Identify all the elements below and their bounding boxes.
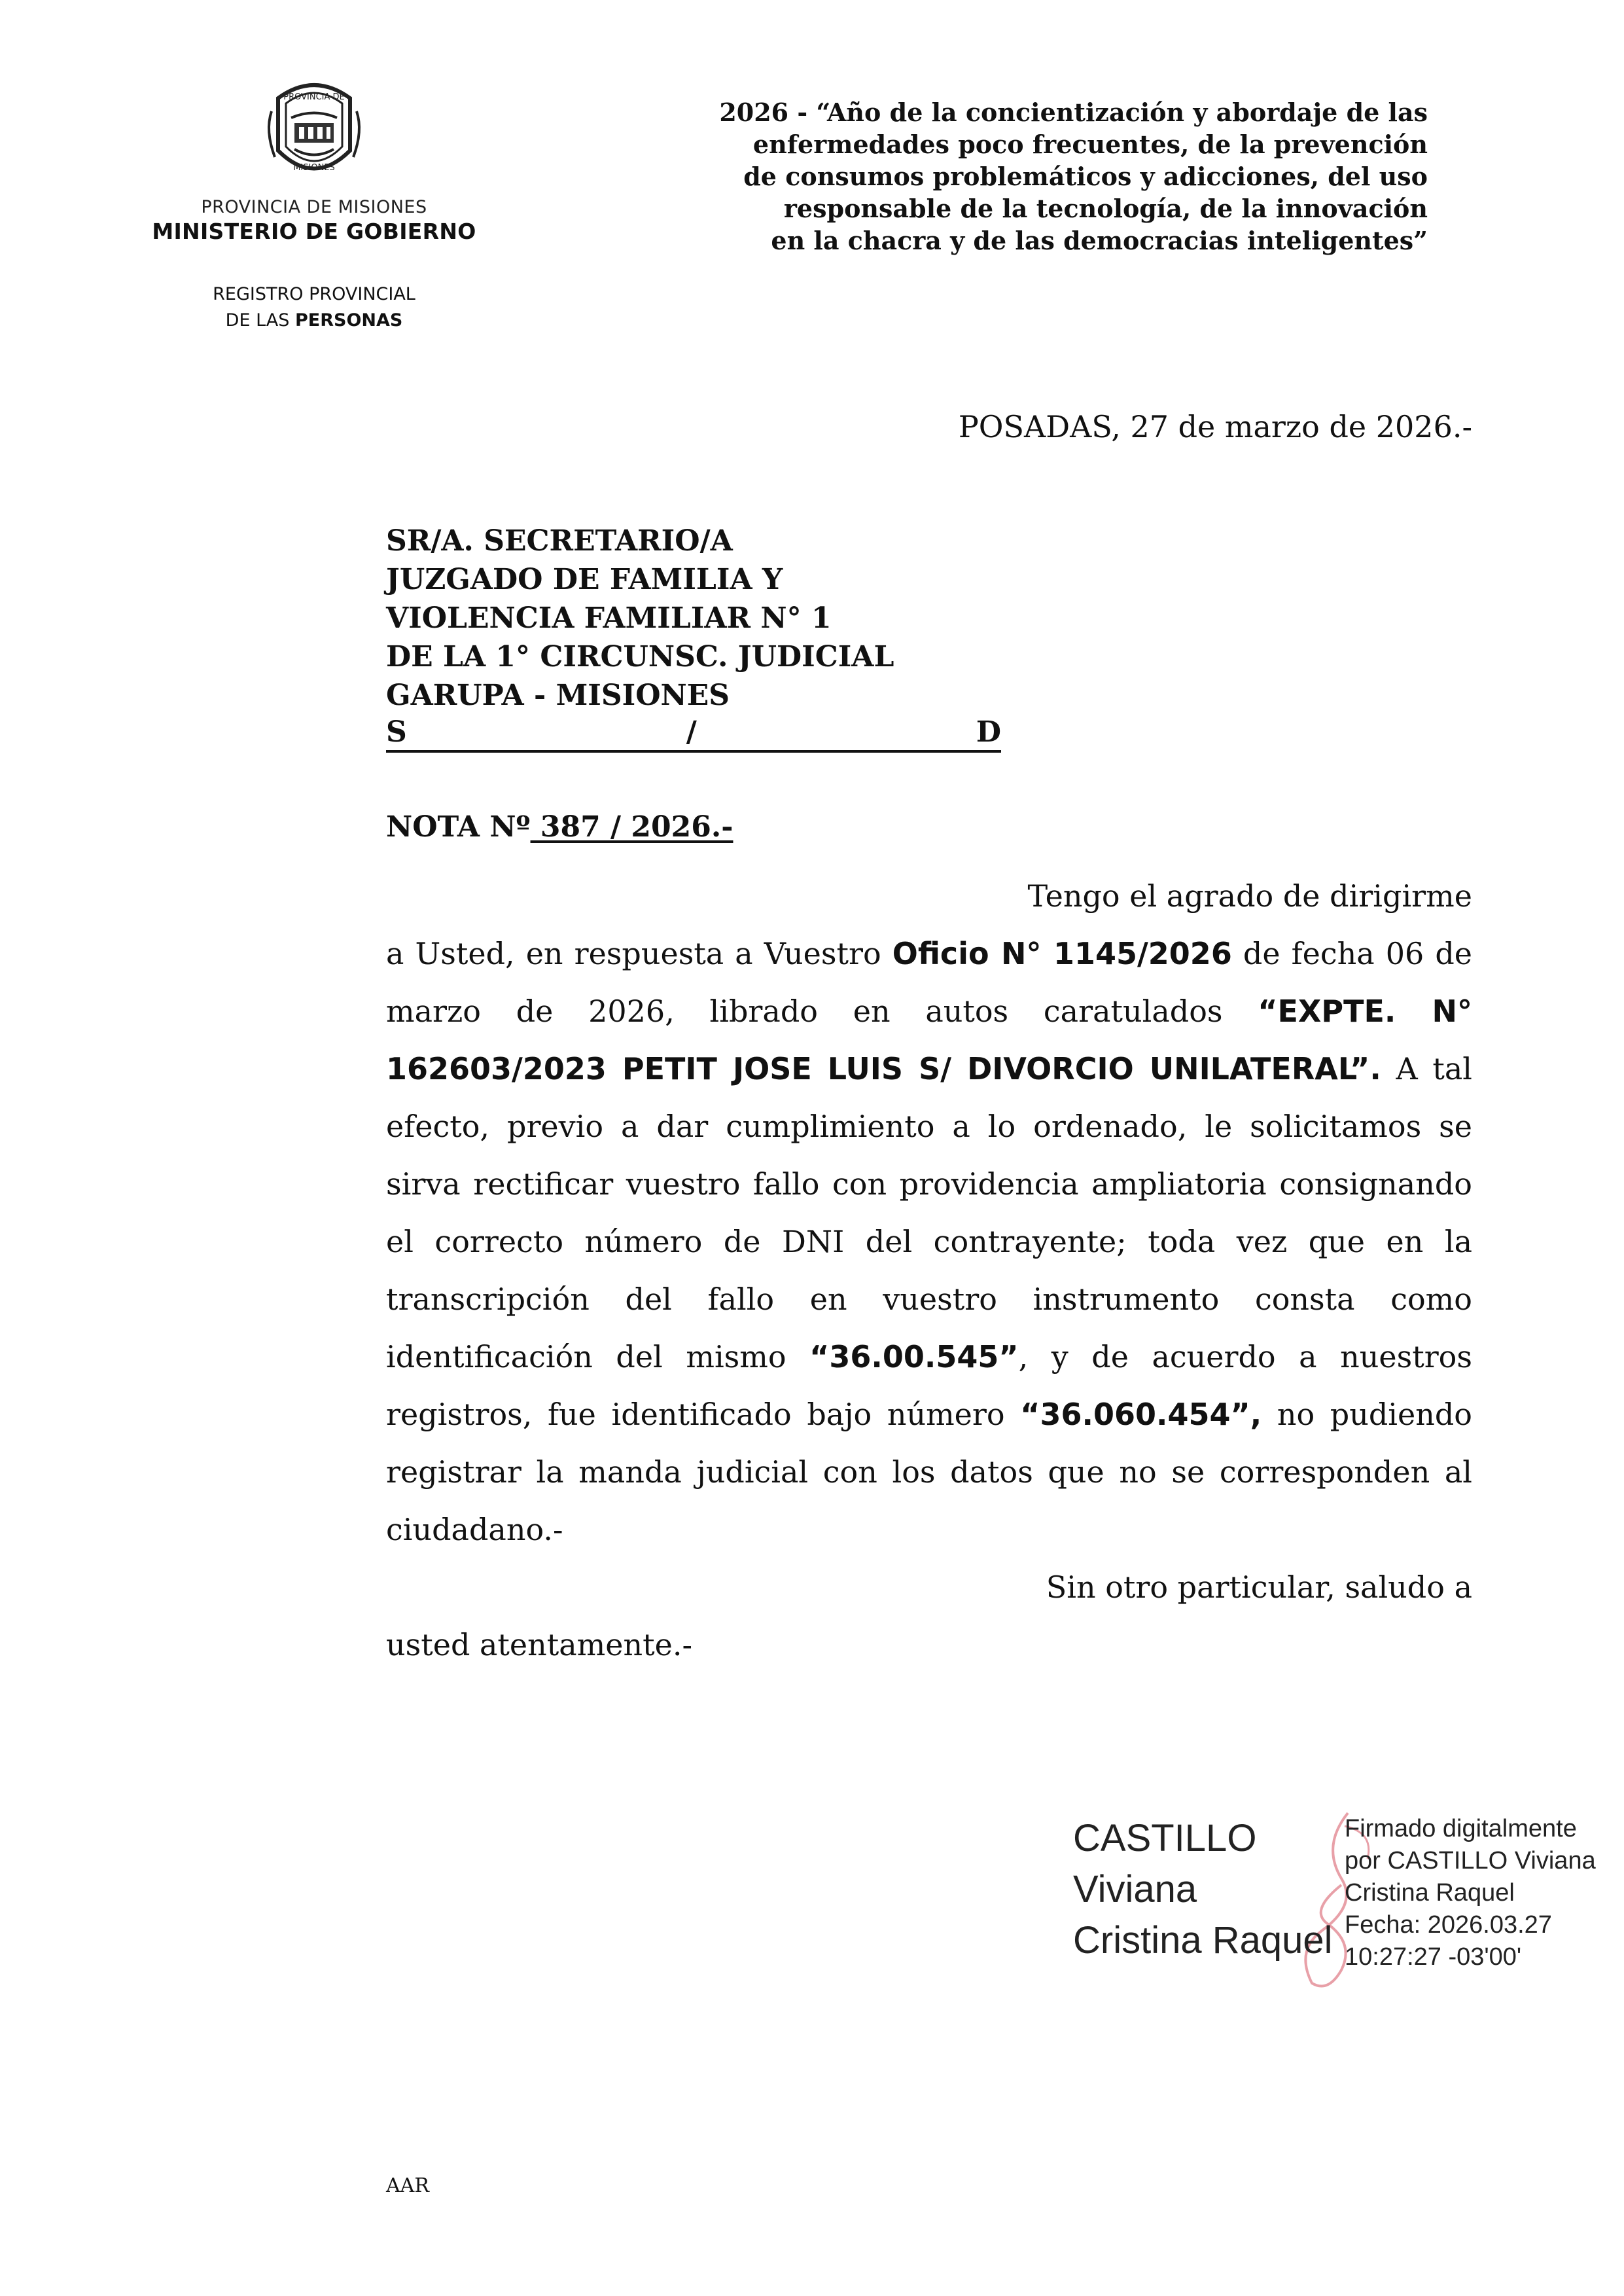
- sd-s: S: [386, 715, 407, 749]
- signer-name-line: Viviana: [1073, 1868, 1197, 1910]
- seal-text-top: PROVINCIA DE: [283, 92, 345, 102]
- oficio-reference: Oficio N° 1145/2026: [892, 936, 1232, 971]
- signature-detail-line: Cristina Raquel: [1345, 1879, 1515, 1907]
- author-initials: AAR: [386, 2174, 429, 2197]
- registry-line-1: REGISTRO PROVINCIAL: [213, 284, 415, 304]
- signature-detail-line: por CASTILLO Viviana: [1345, 1847, 1596, 1874]
- closing-line-1: Sin otro particular, saludo a: [1046, 1570, 1472, 1605]
- registry-line-2-bold: PERSONAS: [294, 310, 403, 331]
- body-text-c: de fecha 06 de marzo de 2026, librado en autos caratulados: [386, 936, 1472, 1029]
- correct-dni: “36.060.454”,: [1020, 1397, 1262, 1432]
- province-name: PROVINCIA DE MISIONES: [201, 197, 427, 217]
- note-label: NOTA Nº: [386, 810, 531, 844]
- wrong-dni: “36.00.545”: [809, 1339, 1019, 1374]
- note-number: [386, 810, 733, 844]
- motto-line: de consumos problemáticos y adicciones, del uso: [743, 162, 1428, 191]
- note-number-value: 387 / 2026.-: [530, 810, 733, 844]
- signature-detail-line: Firmado digitalmente: [1345, 1815, 1577, 1842]
- signature-details: [1345, 1813, 1624, 1973]
- ministry-logo: [150, 72, 478, 244]
- body-text-e: A tal efecto, previo a dar cumplimiento a lo ordenado, le solicitamos se sirva rectificar vuestro fallo con providencia ampliatoria consignando el correcto número de DNI del contrayente; toda vez que en la transcripción del fallo en vuestro instrumento consta como identificación del mismo: [386, 1051, 1472, 1374]
- addressee-line: GARUPA - MISIONES: [386, 679, 730, 712]
- sd-slash: /: [686, 715, 697, 749]
- registry-name: [183, 281, 445, 334]
- province-seal-icon: [258, 72, 370, 187]
- sd-line: [386, 715, 1001, 753]
- signature-detail-line: Fecha: 2026.03.27: [1345, 1911, 1552, 1939]
- case-title: “EXPTE. N° 162603/2023 PETIT JOSE LUIS S/ DIVORCIO UNILATERAL”.: [386, 994, 1472, 1086]
- year-motto: [643, 96, 1428, 257]
- motto-line: enfermedades poco frecuentes, de la prevención: [752, 130, 1428, 159]
- signer-name-line: CASTILLO: [1073, 1817, 1257, 1859]
- seal-text-bottom: MISIONES: [293, 163, 335, 173]
- signer-name-line: Cristina Raquel: [1073, 1919, 1333, 1962]
- body-paragraph: [386, 925, 1472, 1558]
- signer-name: [1073, 1813, 1348, 1966]
- date-line: POSADAS, 27 de marzo de 2026.-: [958, 409, 1472, 444]
- addressee-line: JUZGADO DE FAMILIA Y: [386, 563, 783, 596]
- motto-line: en la chacra y de las democracias inteligentes”: [771, 226, 1428, 255]
- body-text-i: no pudiendo registrar la manda judicial con los datos que no se corresponden al ciudadano.-: [386, 1397, 1472, 1547]
- sd-d: D: [976, 715, 1001, 749]
- body-opening: Tengo el agrado de dirigirme: [1027, 878, 1472, 914]
- signature-detail-line: 10:27:27 -03'00': [1345, 1943, 1522, 1971]
- body-text-g: , y de acuerdo a nuestros registros, fue identificado bajo número: [386, 1339, 1472, 1432]
- addressee-block: [386, 522, 1001, 753]
- body-text-a: a Usted, en respuesta a Vuestro: [386, 936, 892, 971]
- ministry-name: MINISTERIO DE GOBIERNO: [152, 219, 476, 244]
- registry-line-2: [183, 308, 445, 334]
- addressee-line: VIOLENCIA FAMILIAR N° 1: [386, 601, 832, 635]
- addressee-line: SR/A. SECRETARIO/A: [386, 524, 733, 558]
- motto-line: 2026 - “Año de la concientización y abordaje de las: [719, 98, 1428, 127]
- letter-body: [386, 867, 1472, 1674]
- closing-line-2: usted atentamente.-: [386, 1627, 693, 1662]
- motto-line: responsable de la tecnología, de la innovación: [783, 194, 1428, 223]
- addressee-line: DE LA 1° CIRCUNSC. JUDICIAL: [386, 640, 894, 673]
- registry-line-2-prefix: DE LAS: [225, 310, 290, 331]
